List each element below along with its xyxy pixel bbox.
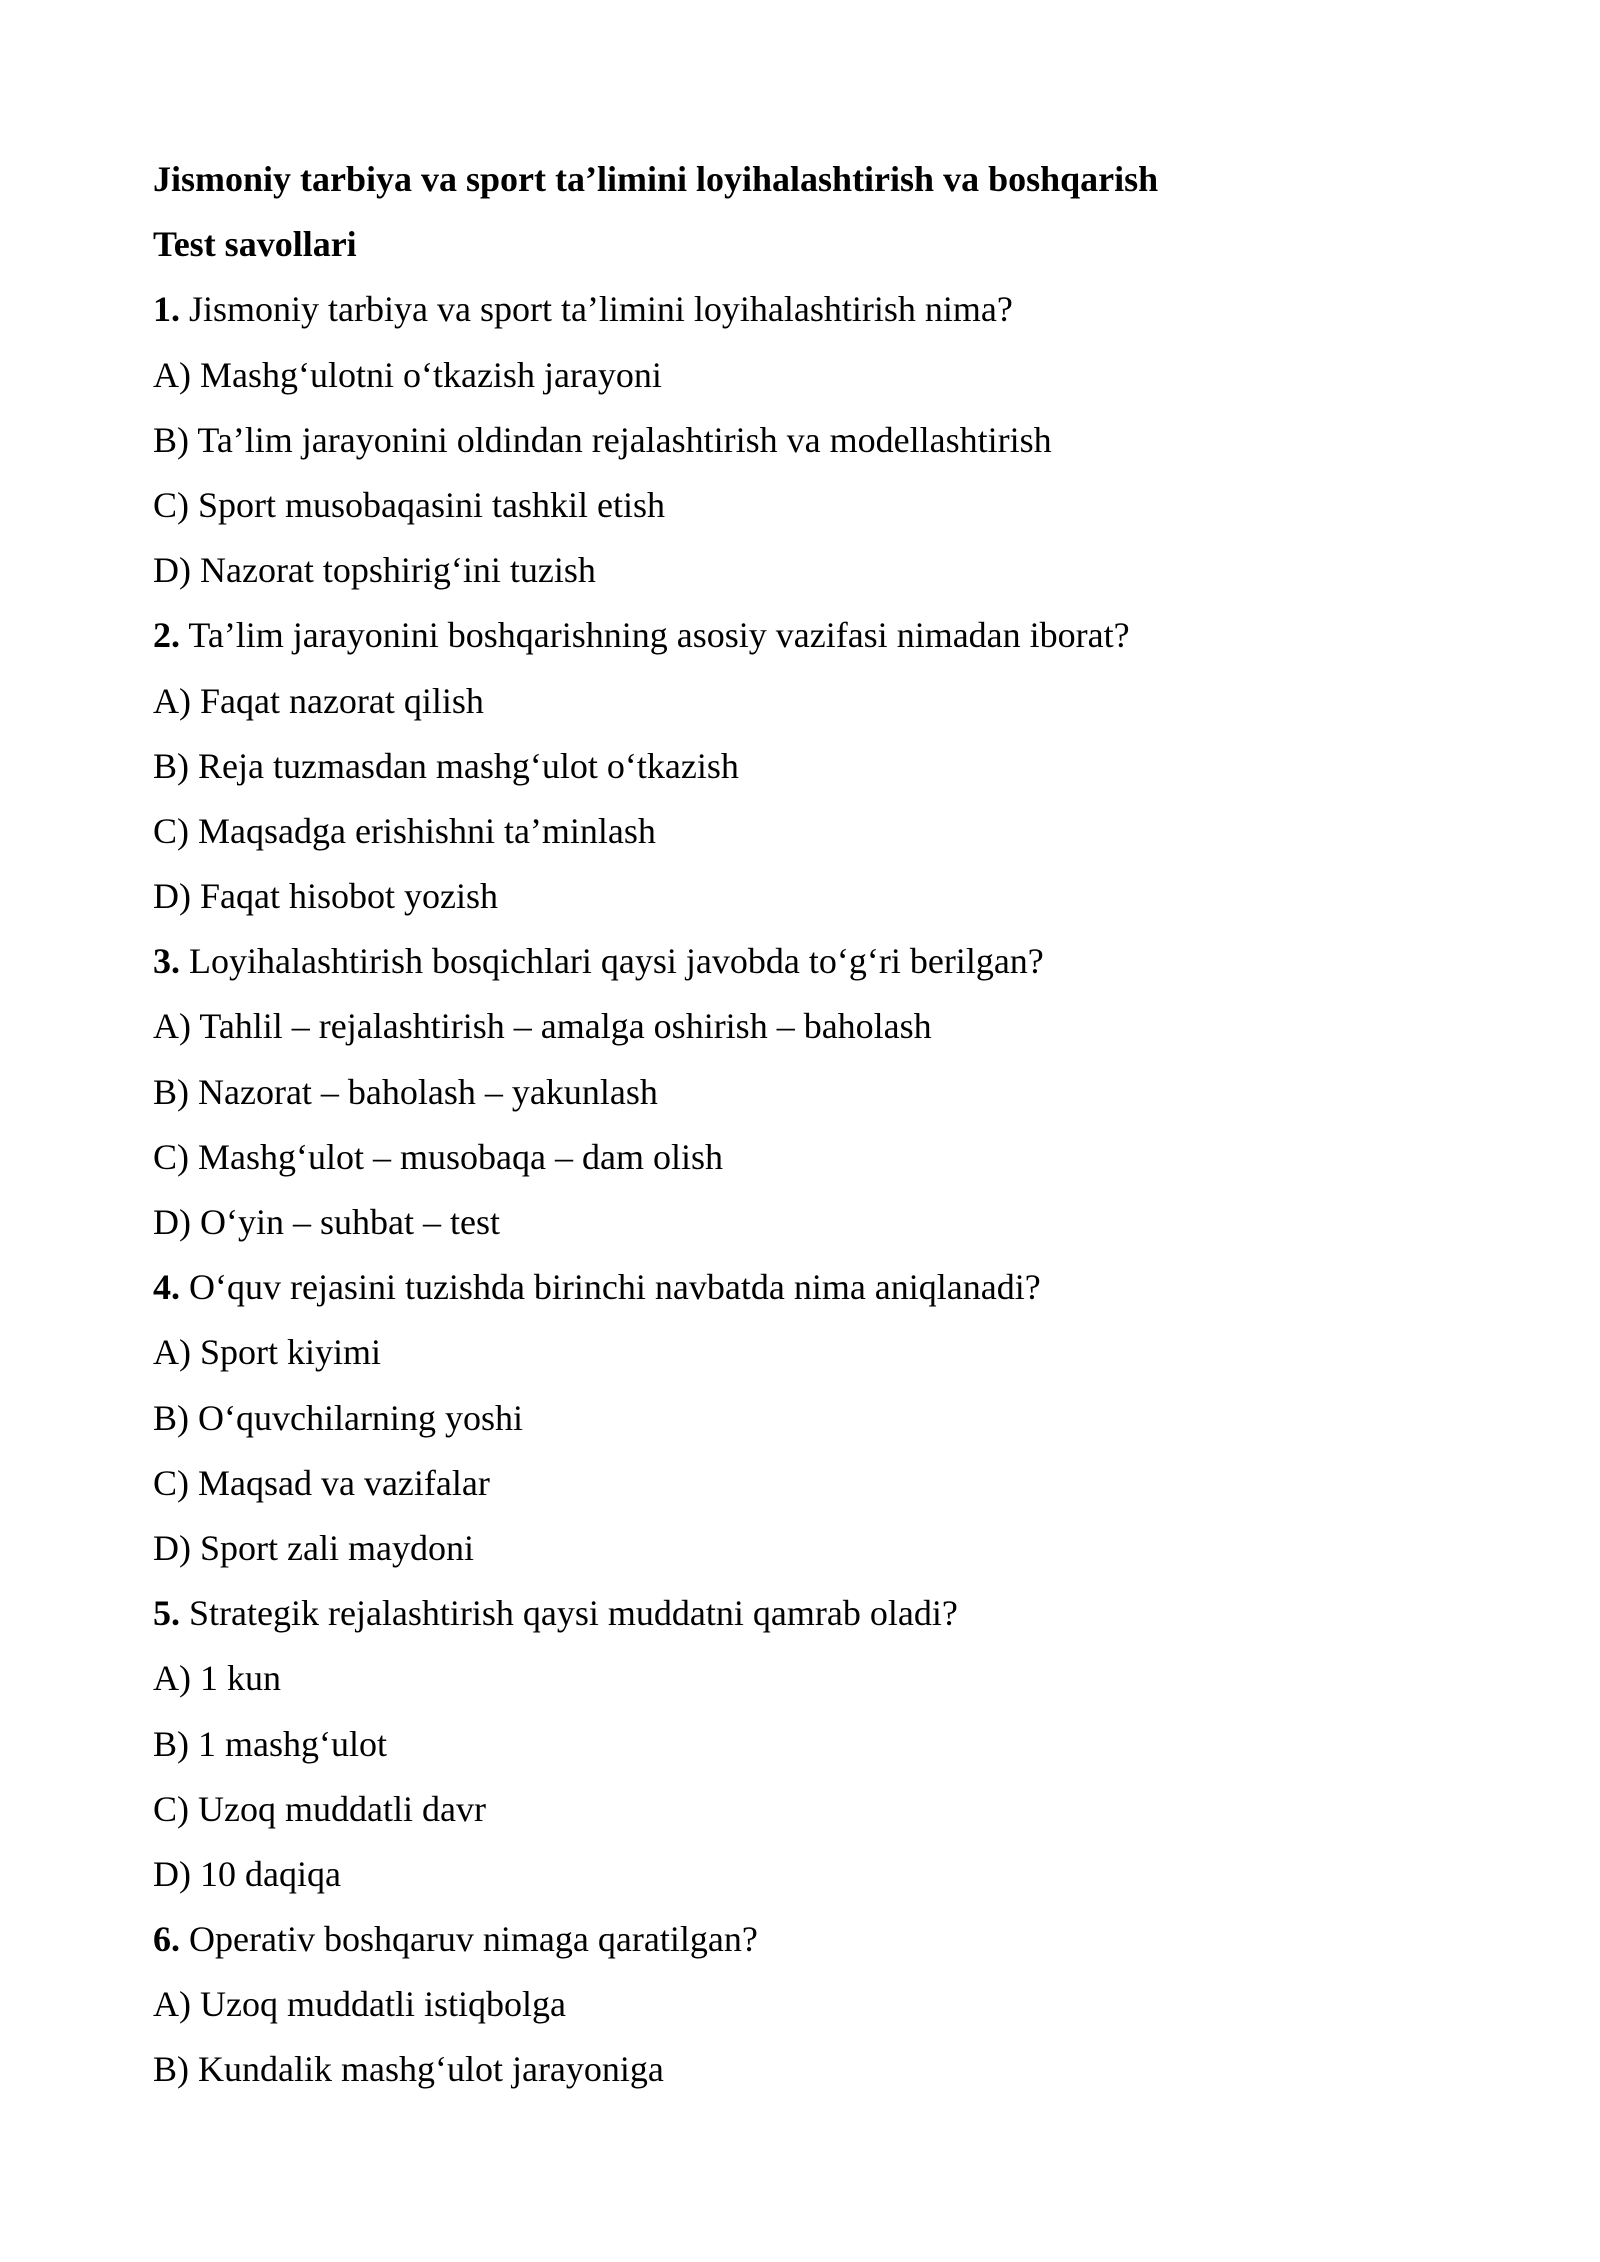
question-number: 3. (153, 941, 180, 982)
question-number: 4. (153, 1267, 180, 1308)
question-text: Strategik rejalashtirish qaysi muddatni qamrab oladi? (189, 1593, 958, 1634)
document-subtitle: Test savollari (153, 224, 357, 265)
answer-option: B) Nazorat – baholash – yakunlash (153, 1071, 658, 1112)
question-text: Jismoniy tarbiya va sport ta’limini loyihalashtirish nima? (189, 289, 1013, 330)
answer-option: D) 10 daqiqa (153, 1853, 341, 1894)
answer-option: B) Kundalik mashg‘ulot jarayoniga (153, 2049, 664, 2090)
answer-option: D) Faqat hisobot yozish (153, 876, 498, 917)
question-text: Ta’lim jarayonini boshqarishning asosiy vazifasi nimadan iborat? (188, 615, 1130, 656)
question-text: O‘quv rejasini tuzishda birinchi navbatda nima aniqlanadi? (189, 1267, 1041, 1308)
question-1 (153, 277, 1453, 342)
question-number: 1. (153, 289, 180, 330)
answer-option: C) Mashg‘ulot – musobaqa – dam olish (153, 1136, 723, 1177)
question-5 (153, 1581, 1453, 1646)
answer-option: B) 1 mashg‘ulot (153, 1723, 387, 1764)
answer-option: D) O‘yin – suhbat – test (153, 1202, 500, 1242)
question-text: Loyihalashtirish bosqichlari qaysi javobda to‘g‘ri berilgan? (189, 941, 1044, 982)
answer-option: C) Maqsadga erishishni ta’minlash (153, 810, 656, 851)
answer-option: D) Nazorat topshirig‘ini tuzish (153, 550, 596, 591)
question-6 (153, 1907, 1453, 1972)
question-number: 6. (153, 1919, 180, 1960)
question-number: 5. (153, 1593, 180, 1634)
answer-option: C) Sport musobaqasini tashkil etish (153, 484, 665, 525)
document-content (153, 147, 1453, 2103)
answer-option: C) Uzoq muddatli davr (153, 1788, 486, 1829)
question-text: Operativ boshqaruv nimaga qaratilgan? (189, 1919, 758, 1960)
answer-option: A) Tahlil – rejalashtirish – amalga oshirish – baholash (153, 1006, 932, 1047)
answer-option: B) Ta’lim jarayonini oldindan rejalashtirish va modellashtirish (153, 419, 1052, 460)
answer-option: A) 1 kun (153, 1658, 281, 1699)
answer-option: A) Sport kiyimi (153, 1332, 382, 1373)
question-number: 2. (153, 615, 180, 656)
question-2 (153, 603, 1453, 668)
answer-option: A) Faqat nazorat qilish (153, 680, 484, 721)
answer-option: B) Reja tuzmasdan mashg‘ulot o‘tkazish (153, 745, 739, 786)
answer-option: C) Maqsad va vazifalar (153, 1462, 490, 1503)
question-3 (153, 929, 1453, 994)
document-title: Jismoniy tarbiya va sport ta’limini loyihalashtirish va boshqarish (153, 159, 1159, 199)
answer-option: A) Uzoq muddatli istiqbolga (153, 1984, 566, 2025)
question-4 (153, 1255, 1453, 1320)
answer-option: A) Mashg‘ulotni o‘tkazish jarayoni (153, 354, 662, 395)
answer-option: D) Sport zali maydoni (153, 1527, 474, 1568)
answer-option: B) O‘quvchilarning yoshi (153, 1397, 523, 1438)
